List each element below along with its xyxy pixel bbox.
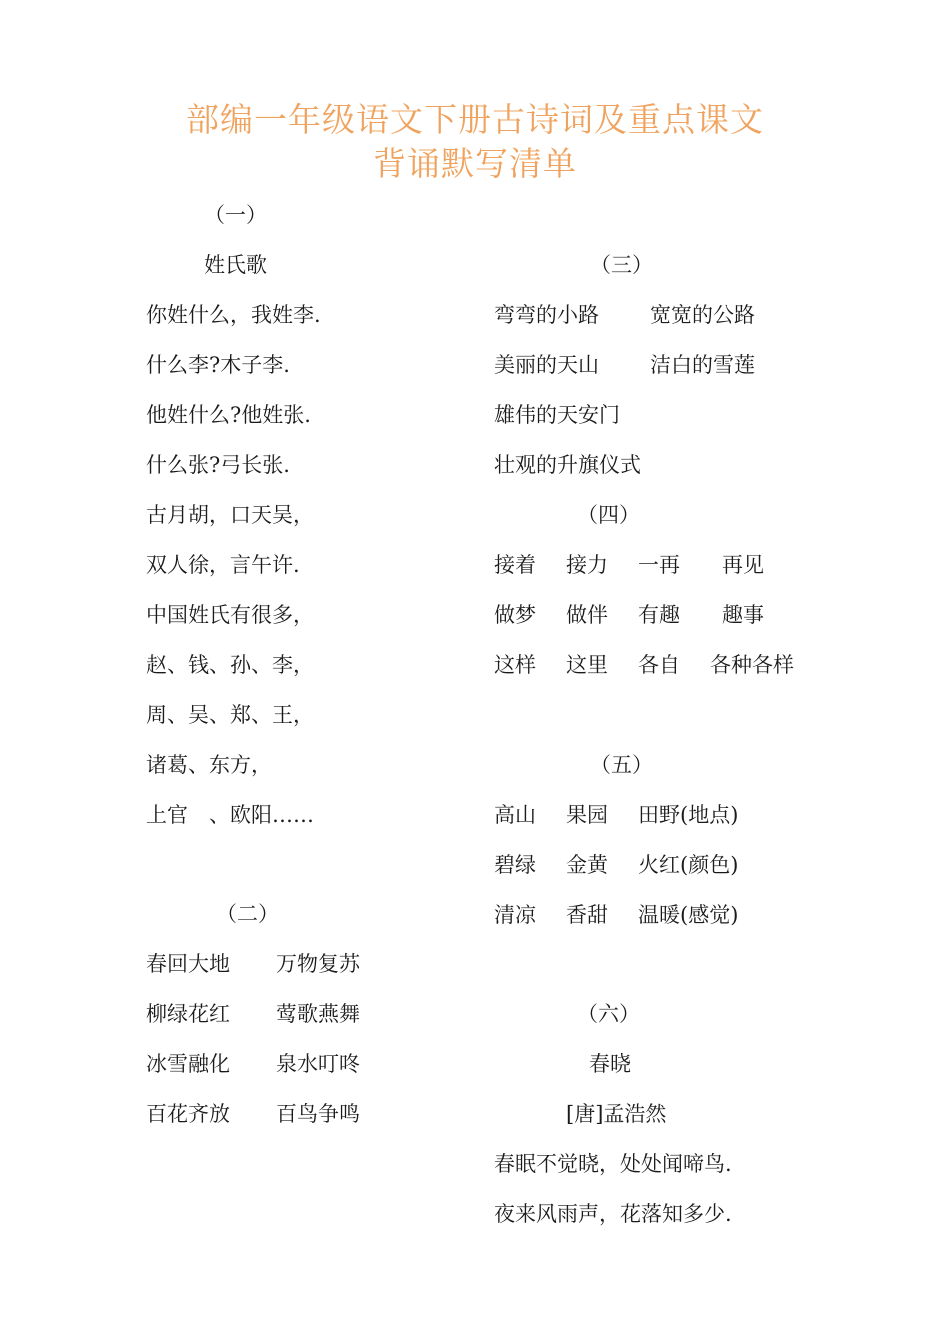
word: 金黄: [566, 853, 608, 877]
word: 香甜: [566, 903, 608, 927]
poem-line: 上官 、欧阳……: [146, 803, 314, 827]
poem-line: 中国姓氏有很多，: [146, 603, 314, 627]
word: 这里: [566, 653, 608, 677]
phrase: 雄伟的天安门: [494, 403, 620, 427]
word: 接着: [494, 553, 536, 577]
poem-line: 他姓什么?他姓张.: [146, 403, 311, 427]
section-heading-3: （三）: [590, 253, 653, 277]
word: 果园: [566, 803, 608, 827]
poem-line: 夜来风雨声，花落知多少.: [494, 1202, 732, 1226]
phrase: 柳绿花红: [146, 1002, 230, 1026]
poem-line: 周、吴、郑、王，: [146, 703, 314, 727]
word: 有趣: [638, 603, 680, 627]
phrase: 百花齐放: [146, 1102, 230, 1126]
phrase: 美丽的天山: [494, 353, 599, 377]
word: 再见: [722, 553, 764, 577]
word: 这样: [494, 653, 536, 677]
word: 高山: [494, 803, 536, 827]
section-heading-6: （六）: [577, 1002, 640, 1026]
phrase: 春回大地: [146, 952, 230, 976]
section-heading-4: （四）: [577, 503, 640, 527]
poem-title-chunxiao: 春晓: [589, 1052, 631, 1076]
phrase: 百鸟争鸣: [276, 1102, 360, 1126]
poem-line: 双人徐，言午许.: [146, 553, 300, 577]
word: 温暖(感觉): [638, 903, 739, 927]
phrase: 宽宽的公路: [650, 303, 755, 327]
phrase: 洁白的雪莲: [650, 353, 755, 377]
title-line-1: 部编一年级语文下册古诗词及重点课文: [186, 100, 764, 139]
word: 趣事: [722, 603, 764, 627]
phrase: 莺歌燕舞: [276, 1002, 360, 1026]
poem-author: [唐]孟浩然: [566, 1102, 667, 1126]
phrase: 冰雪融化: [146, 1052, 230, 1076]
word: 碧绿: [494, 853, 536, 877]
word: 田野(地点): [638, 803, 739, 827]
section-heading-2: （二）: [216, 902, 279, 926]
title-line-2: 背诵默写清单: [373, 144, 577, 183]
phrase: 泉水叮咚: [276, 1052, 360, 1076]
poem-line: 什么李?木子李.: [146, 353, 290, 377]
word: 各种各样: [710, 653, 794, 677]
section-heading-5: （五）: [590, 753, 653, 777]
word: 各自: [638, 653, 680, 677]
poem-line: 春眠不觉晓，处处闻啼鸟.: [494, 1152, 732, 1176]
poem-line: 什么张?弓长张.: [146, 453, 290, 477]
poem-line: 你姓什么，我姓李.: [146, 303, 321, 327]
poem-line: 古月胡，口天吴，: [146, 503, 314, 527]
poem-line: 赵、钱、孙、李，: [146, 653, 314, 677]
section-heading-1: （一）: [204, 203, 267, 227]
word: 一再: [638, 553, 680, 577]
word: 火红(颜色): [638, 853, 739, 877]
poem-line: 诸葛、东方，: [146, 753, 272, 777]
word: 做梦: [494, 603, 536, 627]
phrase: 万物复苏: [276, 952, 360, 976]
word: 清凉: [494, 903, 536, 927]
word: 接力: [566, 553, 608, 577]
poem-title-xingshige: 姓氏歌: [204, 253, 267, 277]
word: 做伴: [566, 603, 608, 627]
phrase: 壮观的升旗仪式: [494, 453, 641, 477]
phrase: 弯弯的小路: [494, 303, 599, 327]
